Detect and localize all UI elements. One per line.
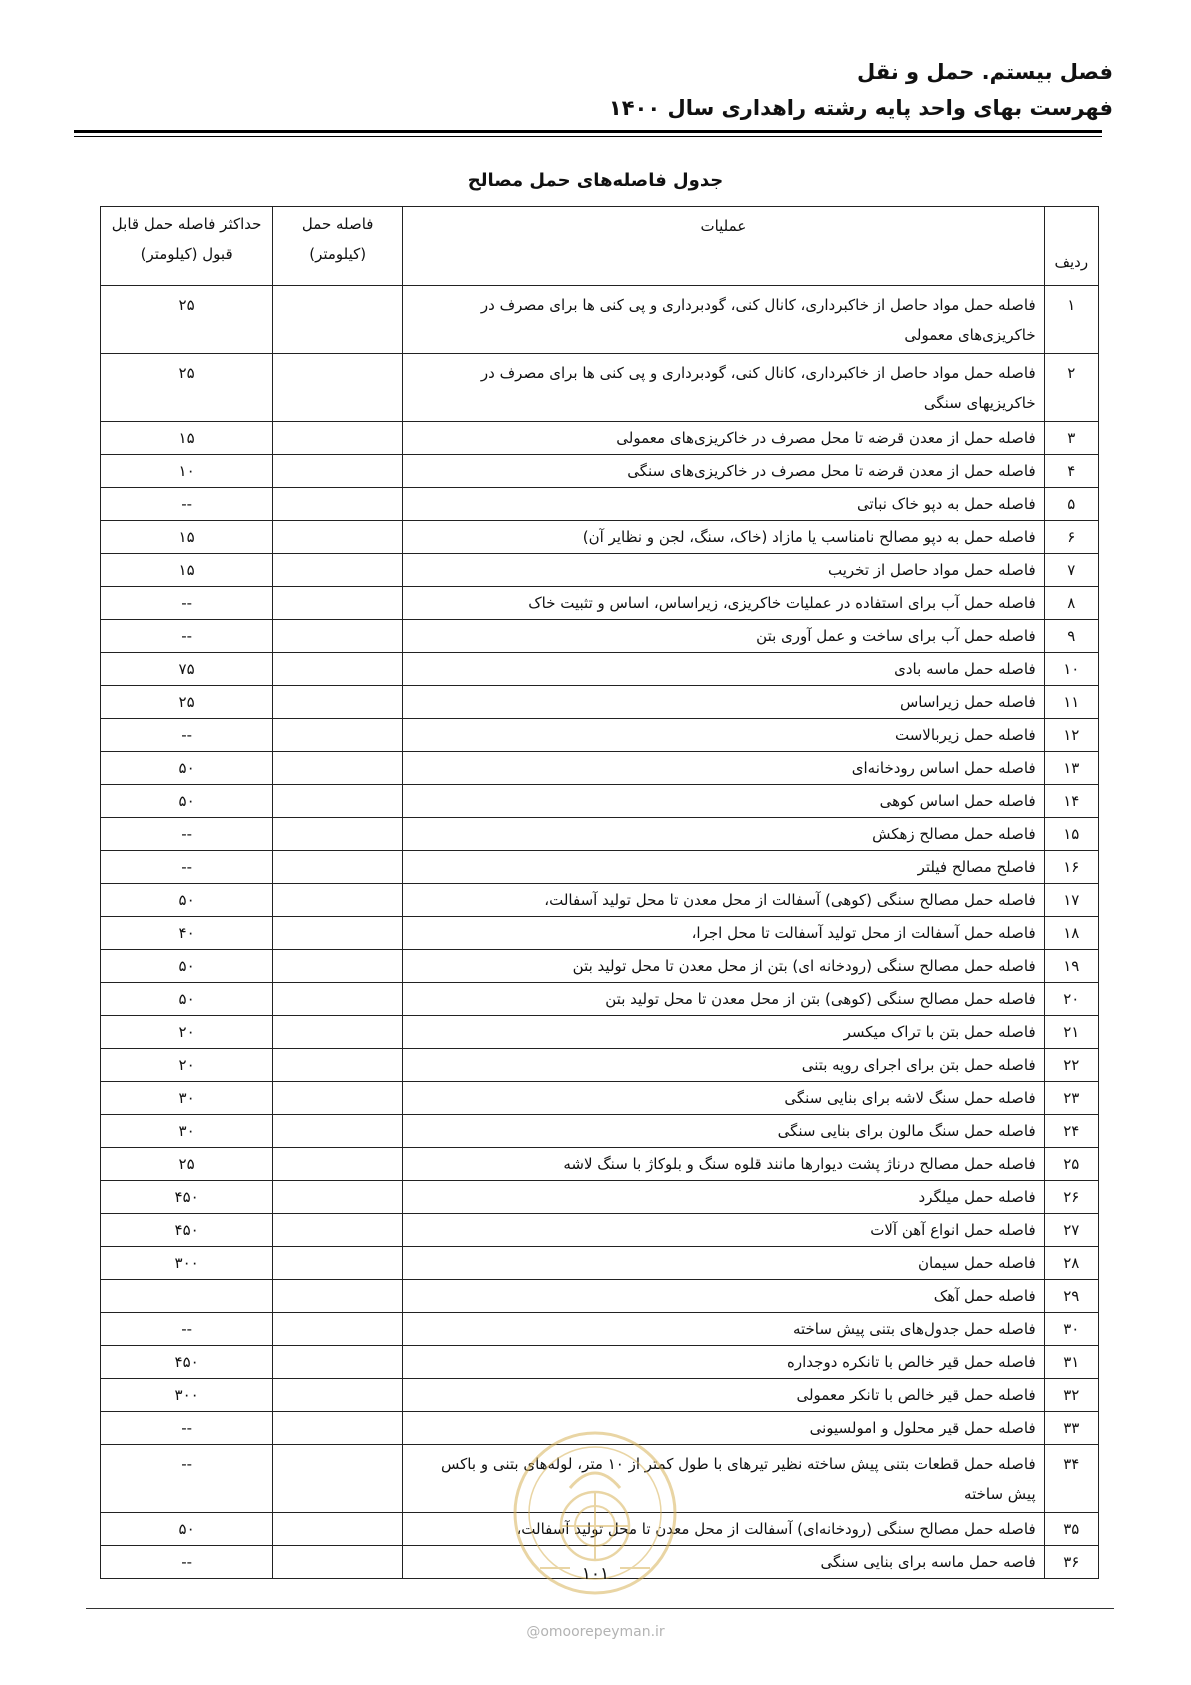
- distance-cell: [273, 286, 403, 354]
- distance-cell: [273, 422, 403, 455]
- distance-cell: [273, 1016, 403, 1049]
- distance-cell: [273, 1049, 403, 1082]
- table-row: [101, 1148, 1099, 1181]
- operation-cell: فاصله حمل بتن برای اجرای رویه بتنی: [403, 1049, 1044, 1082]
- watermark-url: @omoorepeyman.ir: [526, 1624, 665, 1640]
- distance-cell: [273, 1148, 403, 1181]
- row-number-cell: ۲۷: [1044, 1214, 1098, 1247]
- row-number-cell: ۱۴: [1044, 785, 1098, 818]
- distance-cell: [273, 1247, 403, 1280]
- operation-cell: فاصله حمل سنگ مالون برای بنایی سنگی: [403, 1115, 1044, 1148]
- row-number-cell: ۳۰: [1044, 1313, 1098, 1346]
- row-number-cell: ۹: [1044, 620, 1098, 653]
- distance-cell: [273, 1412, 403, 1445]
- row-number-cell: ۳۳: [1044, 1412, 1098, 1445]
- max-distance-cell: --: [101, 851, 273, 884]
- distance-cell: [273, 587, 403, 620]
- distance-cell: [273, 554, 403, 587]
- distance-cell: [273, 686, 403, 719]
- operation-cell: فاصله حمل مصالح سنگی (رودخانه ای) بتن از محل معدن تا محل تولید بتن: [403, 950, 1044, 983]
- table-row: [101, 1082, 1099, 1115]
- row-number-cell: ۱۹: [1044, 950, 1098, 983]
- max-distance-cell: ۳۰۰: [101, 1247, 273, 1280]
- row-number-cell: ۱۲: [1044, 719, 1098, 752]
- row-number-cell: ۳۴: [1044, 1445, 1098, 1513]
- max-distance-cell: --: [101, 1313, 273, 1346]
- row-number-cell: ۱۱: [1044, 686, 1098, 719]
- row-number-cell: ۳۱: [1044, 1346, 1098, 1379]
- distance-cell: [273, 1181, 403, 1214]
- table-row: [101, 719, 1099, 752]
- table-row: [101, 554, 1099, 587]
- table-row: [101, 521, 1099, 554]
- operation-cell: فاصله حمل آب برای ساخت و عمل آوری بتن: [403, 620, 1044, 653]
- max-distance-cell: --: [101, 488, 273, 521]
- operation-cell: فاصله حمل مصالح درناژ پشت دیوارها مانند قلوه سنگ و بلوکاژ با سنگ لاشه: [403, 1148, 1044, 1181]
- distance-cell: [273, 620, 403, 653]
- col-header-max-line1: حداکثر فاصله حمل قابل: [111, 215, 262, 233]
- operation-cell: فاصله حمل به دپو خاک نباتی: [403, 488, 1044, 521]
- operation-cell: فاصله حمل مصالح سنگی (کوهی) بتن از محل معدن تا محل تولید بتن: [403, 983, 1044, 1016]
- operation-cell: فاصله حمل اساس رودخانه‌ای: [403, 752, 1044, 785]
- table-row: [101, 653, 1099, 686]
- page-number: ۱۰۱: [581, 1564, 610, 1584]
- table-row: [101, 1379, 1099, 1412]
- table-row: [101, 1280, 1099, 1313]
- col-header-max-line2: قبول (کیلومتر): [140, 245, 233, 263]
- max-distance-cell: ۱۵: [101, 521, 273, 554]
- operation-cell: فاصله حمل زیربالاست: [403, 719, 1044, 752]
- distance-cell: [273, 752, 403, 785]
- table-row: [101, 354, 1099, 422]
- row-number-cell: ۴: [1044, 455, 1098, 488]
- max-distance-cell: --: [101, 587, 273, 620]
- row-number-cell: ۱: [1044, 286, 1098, 354]
- table-row: [101, 785, 1099, 818]
- table-row: [101, 587, 1099, 620]
- col-header-distance-line2: (کیلومتر): [309, 245, 367, 263]
- header-rule-thin: [74, 136, 1102, 137]
- operation-cell: فاصله حمل مواد حاصل از خاکبرداری، کانال کنی، گودبرداری و پی کنی ها برای مصرف در خاکریزی‌های معمولی: [403, 286, 1044, 354]
- row-number-cell: ۲۹: [1044, 1280, 1098, 1313]
- operation-cell: فاصله حمل قیر خالص با تانکر معمولی: [403, 1379, 1044, 1412]
- distance-cell: [273, 719, 403, 752]
- row-number-cell: ۱۶: [1044, 851, 1098, 884]
- table-row: [101, 950, 1099, 983]
- operation-cell: فاصله حمل آهک: [403, 1280, 1044, 1313]
- distance-cell: [273, 884, 403, 917]
- distance-cell: [273, 818, 403, 851]
- max-distance-cell: ۱۰: [101, 455, 273, 488]
- row-number-cell: ۱۰: [1044, 653, 1098, 686]
- row-number-cell: ۳۶: [1044, 1546, 1098, 1579]
- table-row: [101, 422, 1099, 455]
- row-number-cell: ۲۳: [1044, 1082, 1098, 1115]
- distance-cell: [273, 950, 403, 983]
- haul-distance-table: [100, 206, 1099, 1579]
- operation-cell: فاصله حمل میلگرد: [403, 1181, 1044, 1214]
- max-distance-cell: ۵۰: [101, 950, 273, 983]
- max-distance-cell: ۴۵۰: [101, 1214, 273, 1247]
- row-number-cell: ۲۱: [1044, 1016, 1098, 1049]
- table-row: [101, 455, 1099, 488]
- table-row: [101, 1313, 1099, 1346]
- max-distance-cell: ۵۰: [101, 752, 273, 785]
- operation-cell: فاصله حمل اساس کوهی: [403, 785, 1044, 818]
- max-distance-cell: ۷۵: [101, 653, 273, 686]
- col-header-max-distance: [101, 207, 273, 286]
- max-distance-cell: ۵۰: [101, 1513, 273, 1546]
- distance-cell: [273, 1214, 403, 1247]
- table-row: [101, 620, 1099, 653]
- table-row: [101, 1214, 1099, 1247]
- table-row: [101, 983, 1099, 1016]
- operation-cell: فاصله حمل جدول‌های بتنی پیش ساخته: [403, 1313, 1044, 1346]
- max-distance-cell: ۲۵: [101, 286, 273, 354]
- table-row: [101, 1181, 1099, 1214]
- distance-cell: [273, 488, 403, 521]
- table-row: [101, 1115, 1099, 1148]
- operation-cell: فاصله حمل قطعات بتنی پیش ساخته نظیر تیرهای با طول کمتر از ۱۰ متر، لوله‌های بتنی و باکس پیش ساخته: [403, 1445, 1044, 1513]
- distance-cell: [273, 851, 403, 884]
- distance-cell: [273, 1513, 403, 1546]
- row-number-cell: ۲۶: [1044, 1181, 1098, 1214]
- table-body: [101, 286, 1099, 1579]
- operation-cell: فاصله حمل از معدن قرضه تا محل مصرف در خاکریزی‌های سنگی: [403, 455, 1044, 488]
- operation-cell: فاصله حمل ماسه بادی: [403, 653, 1044, 686]
- distance-cell: [273, 653, 403, 686]
- max-distance-cell: ۳۰۰: [101, 1379, 273, 1412]
- max-distance-cell: --: [101, 620, 273, 653]
- distance-cell: [273, 1115, 403, 1148]
- max-distance-cell: ۲۰: [101, 1049, 273, 1082]
- table-row: [101, 884, 1099, 917]
- operation-cell: فاصله حمل از معدن قرضه تا محل مصرف در خاکریزی‌های معمولی: [403, 422, 1044, 455]
- row-number-cell: ۱۳: [1044, 752, 1098, 785]
- footer-rule: [86, 1608, 1114, 1609]
- table-row: [101, 286, 1099, 354]
- operation-cell: فاصله حمل مصالح سنگی (کوهی) آسفالت از محل معدن تا محل تولید آسفالت،: [403, 884, 1044, 917]
- table-row: [101, 1016, 1099, 1049]
- row-number-cell: ۳۵: [1044, 1513, 1098, 1546]
- distance-cell: [273, 1346, 403, 1379]
- max-distance-cell: --: [101, 818, 273, 851]
- distance-cell: [273, 917, 403, 950]
- max-distance-cell: --: [101, 1445, 273, 1513]
- max-distance-cell: ۳۰: [101, 1115, 273, 1148]
- operation-cell: فاصله حمل مصالح سنگی (رودخانه‌ای) آسفالت از محل معدن تا محل تولید آسفالت،: [403, 1513, 1044, 1546]
- row-number-cell: ۳۲: [1044, 1379, 1098, 1412]
- max-distance-cell: ۱۵: [101, 422, 273, 455]
- table-row: [101, 1346, 1099, 1379]
- operation-cell: فاصله حمل قیر خالص با تانکره دوجداره: [403, 1346, 1044, 1379]
- table-header-row: [101, 207, 1099, 286]
- row-number-cell: ۲۴: [1044, 1115, 1098, 1148]
- row-number-cell: ۶: [1044, 521, 1098, 554]
- col-header-operations: عملیات: [403, 207, 1044, 286]
- max-distance-cell: ۱۵: [101, 554, 273, 587]
- distance-cell: [273, 785, 403, 818]
- table-title: جدول فاصله‌های حمل مصالح: [467, 170, 724, 191]
- col-header-row-no: ردیف: [1044, 207, 1098, 286]
- operation-cell: فاصله حمل آب برای استفاده در عملیات خاکریزی، زیراساس، اساس و تثبیت خاک: [403, 587, 1044, 620]
- operation-cell: فاصله حمل به دپو مصالح نامناسب یا مازاد (خاک، سنگ، لجن و نظایر آن): [403, 521, 1044, 554]
- distance-cell: [273, 455, 403, 488]
- row-number-cell: ۳: [1044, 422, 1098, 455]
- table-row: [101, 917, 1099, 950]
- row-number-cell: ۸: [1044, 587, 1098, 620]
- max-distance-cell: --: [101, 1412, 273, 1445]
- operation-cell: فاصله حمل مواد حاصل از خاکبرداری، کانال کنی، گودبرداری و پی کنی ها برای مصرف در خاکریزیهای سنگی: [403, 354, 1044, 422]
- row-number-cell: ۲: [1044, 354, 1098, 422]
- max-distance-cell: ۲۵: [101, 354, 273, 422]
- max-distance-cell: ۴۰: [101, 917, 273, 950]
- max-distance-cell: ۳۰: [101, 1082, 273, 1115]
- table-row: [101, 1247, 1099, 1280]
- operation-cell: فاصله حمل انواع آهن آلات: [403, 1214, 1044, 1247]
- row-number-cell: ۵: [1044, 488, 1098, 521]
- operation-cell: فاصله حمل سیمان: [403, 1247, 1044, 1280]
- distance-cell: [273, 1313, 403, 1346]
- operation-cell: فاصله حمل قیر محلول و امولسیونی: [403, 1412, 1044, 1445]
- header-rule-thick: [74, 130, 1102, 133]
- operation-cell: فاصله حمل مواد حاصل از تخریب: [403, 554, 1044, 587]
- row-number-cell: ۱۵: [1044, 818, 1098, 851]
- distance-cell: [273, 1082, 403, 1115]
- table-row: [101, 851, 1099, 884]
- col-header-distance: [273, 207, 403, 286]
- operation-cell: فاصله حمل زیراساس: [403, 686, 1044, 719]
- max-distance-cell: ۲۵: [101, 686, 273, 719]
- row-number-cell: ۲۵: [1044, 1148, 1098, 1181]
- table-row: [101, 1049, 1099, 1082]
- row-number-cell: ۲۰: [1044, 983, 1098, 1016]
- distance-cell: [273, 983, 403, 1016]
- row-number-cell: ۱۷: [1044, 884, 1098, 917]
- max-distance-cell: ۴۵۰: [101, 1346, 273, 1379]
- operation-cell: فاصله حمل آسفالت از محل تولید آسفالت تا محل اجرا،: [403, 917, 1044, 950]
- operation-cell: فاصله حمل بتن با تراک میکسر: [403, 1016, 1044, 1049]
- chapter-title: فصل بیستم. حمل و نقل: [856, 60, 1113, 84]
- price-list-title: فهرست بهای واحد پایه رشته راهداری سال ۱۴۰۰: [608, 96, 1113, 120]
- distance-cell: [273, 354, 403, 422]
- max-distance-cell: --: [101, 719, 273, 752]
- operation-cell: فاصه حمل ماسه برای بنایی سنگی: [403, 1546, 1044, 1579]
- max-distance-cell: ۵۰: [101, 785, 273, 818]
- row-number-cell: ۱۸: [1044, 917, 1098, 950]
- distance-cell: [273, 1280, 403, 1313]
- operation-cell: فاصلح مصالح فیلتر: [403, 851, 1044, 884]
- max-distance-cell: --: [101, 1546, 273, 1579]
- row-number-cell: ۲۲: [1044, 1049, 1098, 1082]
- max-distance-cell: ۵۰: [101, 983, 273, 1016]
- max-distance-cell: ۵۰: [101, 884, 273, 917]
- table-row: [101, 686, 1099, 719]
- distance-cell: [273, 1379, 403, 1412]
- col-header-distance-line1: فاصله حمل: [301, 215, 374, 233]
- max-distance-cell: ۲۵: [101, 1148, 273, 1181]
- table-row: [101, 818, 1099, 851]
- operation-cell: فاصله حمل مصالح زهکش: [403, 818, 1044, 851]
- max-distance-cell: [101, 1280, 273, 1313]
- row-number-cell: ۲۸: [1044, 1247, 1098, 1280]
- operation-cell: فاصله حمل سنگ لاشه برای بنایی سنگی: [403, 1082, 1044, 1115]
- row-number-cell: ۷: [1044, 554, 1098, 587]
- table-row: [101, 488, 1099, 521]
- distance-cell: [273, 521, 403, 554]
- table-row: [101, 752, 1099, 785]
- max-distance-cell: ۲۰: [101, 1016, 273, 1049]
- distance-cell: [273, 1445, 403, 1513]
- max-distance-cell: ۴۵۰: [101, 1181, 273, 1214]
